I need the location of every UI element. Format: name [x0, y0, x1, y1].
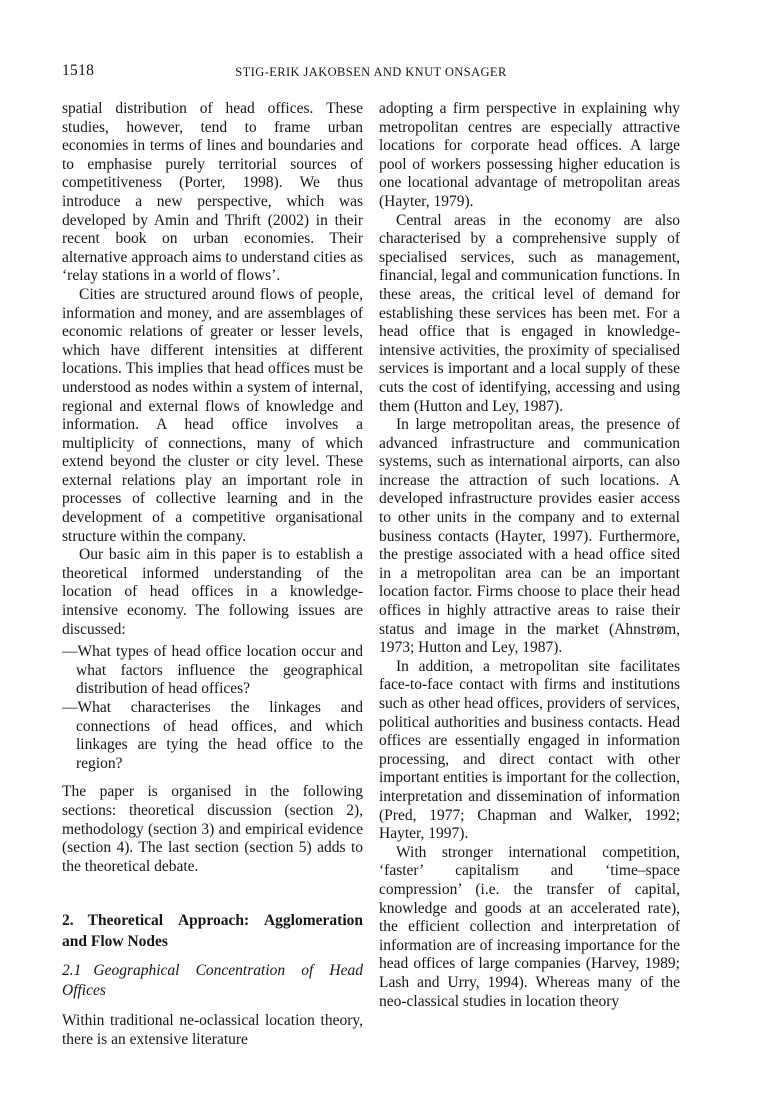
- two-column-body: [62, 100, 680, 1050]
- running-header: [62, 62, 680, 100]
- page-number: 1518: [62, 62, 95, 79]
- paragraph: adopting a firm perspective in explaining why metropolitan centres are especially attractive locations for corporate head offices. A large pool of workers possessing higher education is one locational advantage of metropolitan areas (Hayter, 1979).: [379, 100, 680, 210]
- left-column: [62, 100, 363, 1050]
- subsection-heading: [62, 961, 363, 1000]
- section-heading: [62, 911, 363, 952]
- section-title: Theoretical Approach: Agglomeration and Flow Nodes: [62, 912, 363, 950]
- research-questions-list: [62, 643, 363, 773]
- list-item: —What types of head office location occur and what factors influence the geographical distribution of head offices?: [62, 643, 363, 698]
- paragraph: Central areas in the economy are also characterised by a comprehensive supply of specialised services, such as management, financial, legal and communication functions. In these areas, the critical level of demand for establishing these services has been met. For a head office that is engaged in knowledge-intensive activities, the proximity of specialised services is important and a local supply of these cuts the cost of identifying, accessing and using them (Hutton and Ley, 1987).: [379, 211, 680, 415]
- paragraph: spatial distribution of head offices. These studies, however, tend to frame urban economies in terms of lines and boundaries and to emphasise purely territorial sources of competitiveness (Porter, 1998). We thus introduce a new perspective, which was developed by Amin and Thrift (2002) in their recent book on urban economies. Their alternative approach aims to understand cities as ‘relay stations in a world of flows’.: [62, 100, 363, 285]
- paragraph: In large metropolitan areas, the presence of advanced infrastructure and communication systems, such as international airports, can also increase the attraction of such locations. A developed infrastructure provides easier access to other units in the company and to external business contacts (Hayter, 1997). Furthermore, the prestige associated with a head office sited in a metropolitan area can be an important location factor. Firms choose to place their head offices in highly attractive areas to raise their status and image in the market (Ahnstrøm, 1973; Hutton and Ley, 1987).: [379, 416, 680, 657]
- subsection-title: Geographical Concentration of Head Offices: [62, 962, 363, 999]
- list-item: —What characterises the linkages and connections of head offices, and which linkages are tying the head office to the region?: [62, 699, 363, 772]
- right-column: [379, 100, 680, 1050]
- paragraph: Our basic aim in this paper is to establish a theoretical informed understanding of the location of head offices in a knowledge-intensive economy. The following issues are discussed:: [62, 546, 363, 638]
- paragraph: Within traditional ne-oclassical location theory, there is an extensive literature: [62, 1012, 363, 1048]
- subsection-number: 2.1: [62, 962, 82, 980]
- paragraph: In addition, a metropolitan site facilitates face-to-face contact with firms and institutions such as other head offices, providers of services, political authorities and business contacts. Head offices are essentially engaged in information processing, and direct contact with other important entities is important for the collection, interpretation and dissemination of information (Pred, 1977; Chapman and Walker, 1992; Hayter, 1997).: [379, 657, 680, 843]
- paragraph: With stronger international competition, ‘faster’ capitalism and ‘time–space compression’ (i.e. the transfer of capital, knowledge and goods at an accelerated rate), the efficient collection and interpretation of information are of increasing importance for the head offices of large companies (Harvey, 1989; Lash and Urry, 1994). Whereas many of the neo-classical studies in location theory: [379, 843, 680, 1010]
- running-head-authors: STIG-ERIK JAKOBSEN AND KNUT ONSAGER: [235, 65, 507, 79]
- paragraph: The paper is organised in the following sections: theoretical discussion (section 2), methodology (section 3) and empirical evidence (section 4). The last section (section 5) adds to the theoretical debate.: [62, 783, 363, 875]
- section-number: 2.: [62, 912, 74, 930]
- paragraph: Cities are structured around flows of people, information and money, and are assemblages of economic relations of greater or lesser levels, which have different intensities at different locations. This implies that head offices must be understood as nodes within a system of internal, regional and external flows of knowledge and information. A head office involves a multiplicity of connections, many of which extend beyond the cluster or city level. These external relations play an important role in processes of collective learning and in the development of a competitive organisational structure within the company.: [62, 285, 363, 545]
